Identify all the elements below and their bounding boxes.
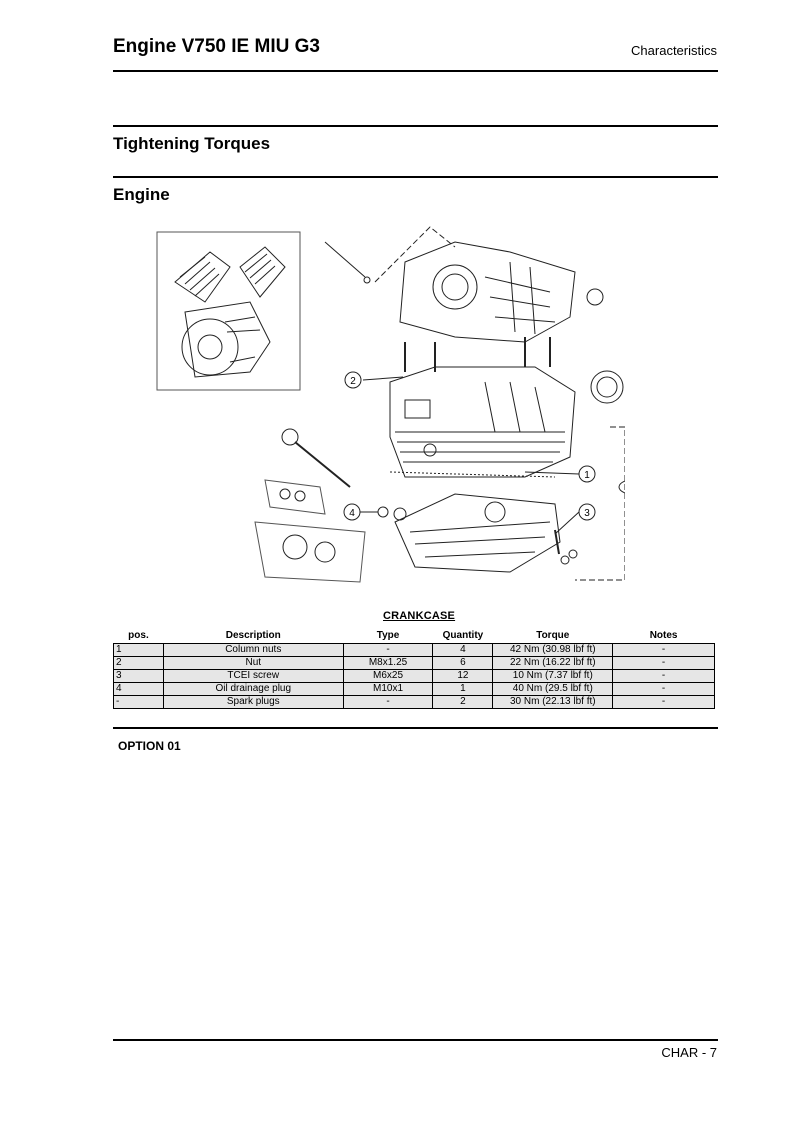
cell-type: M8x1.25 (343, 657, 433, 670)
callout-4: 4 (349, 508, 355, 519)
cell-quantity: 4 (433, 644, 493, 657)
cell-pos: 3 (114, 670, 164, 683)
cell-torque: 42 Nm (30.98 lbf ft) (493, 644, 613, 657)
cell-quantity: 1 (433, 683, 493, 696)
option-label: OPTION 01 (118, 739, 181, 753)
section-rule-mid (113, 176, 718, 178)
footer-rule (113, 1039, 718, 1041)
cell-description: Column nuts (163, 644, 343, 657)
cell-pos: 4 (114, 683, 164, 696)
col-torque: Torque (536, 629, 570, 641)
heading-tightening-torques: Tightening Torques (113, 134, 271, 153)
cell-type: - (343, 696, 433, 709)
cell-torque: 22 Nm (16.22 lbf ft) (493, 657, 613, 670)
option-rule (113, 727, 718, 729)
col-type: Type (376, 629, 400, 641)
callout-1: 1 (584, 470, 590, 481)
col-quantity: Quantity (442, 629, 484, 641)
table-header-row (114, 628, 715, 644)
cell-notes: - (613, 657, 715, 670)
cell-quantity: 6 (433, 657, 493, 670)
cell-torque: 40 Nm (29.5 lbf ft) (493, 683, 613, 696)
col-description: Description (225, 629, 281, 641)
cell-notes: - (613, 683, 715, 696)
table-row (114, 644, 715, 657)
cell-quantity: 12 (433, 670, 493, 683)
table-title: CRANKCASE (383, 610, 456, 622)
engine-inset-image (175, 247, 285, 377)
cell-description: TCEI screw (163, 670, 343, 683)
document-title: Engine V750 IE MIU G3 (113, 36, 320, 57)
table-row (114, 657, 715, 670)
cell-type: M10x1 (343, 683, 433, 696)
callout-2: 2 (350, 376, 356, 387)
cell-notes: - (613, 696, 715, 709)
cell-torque: 10 Nm (7.37 lbf ft) (493, 670, 613, 683)
header-rule (113, 70, 718, 72)
callout-3: 3 (584, 508, 590, 519)
cell-description: Oil drainage plug (163, 683, 343, 696)
cell-pos: - (114, 696, 164, 709)
cell-torque: 30 Nm (22.13 lbf ft) (493, 696, 613, 709)
cell-type: M6x25 (343, 670, 433, 683)
cell-pos: 2 (114, 657, 164, 670)
cell-notes: - (613, 644, 715, 657)
cell-quantity: 2 (433, 696, 493, 709)
heading-engine: Engine (113, 185, 170, 204)
col-pos: pos. (128, 629, 149, 641)
crankcase-exploded-diagram (155, 222, 625, 592)
col-notes: Notes (649, 629, 678, 641)
cell-type: - (343, 644, 433, 657)
cell-pos: 1 (114, 644, 164, 657)
table-row (114, 696, 715, 709)
section-name: Characteristics (631, 43, 717, 58)
table-row (114, 670, 715, 683)
cell-description: Spark plugs (163, 696, 343, 709)
page-number: CHAR - 7 (661, 1045, 717, 1060)
cell-description: Nut (163, 657, 343, 670)
table-row (114, 683, 715, 696)
section-rule-top (113, 125, 718, 127)
torque-table (113, 628, 715, 709)
cell-notes: - (613, 670, 715, 683)
